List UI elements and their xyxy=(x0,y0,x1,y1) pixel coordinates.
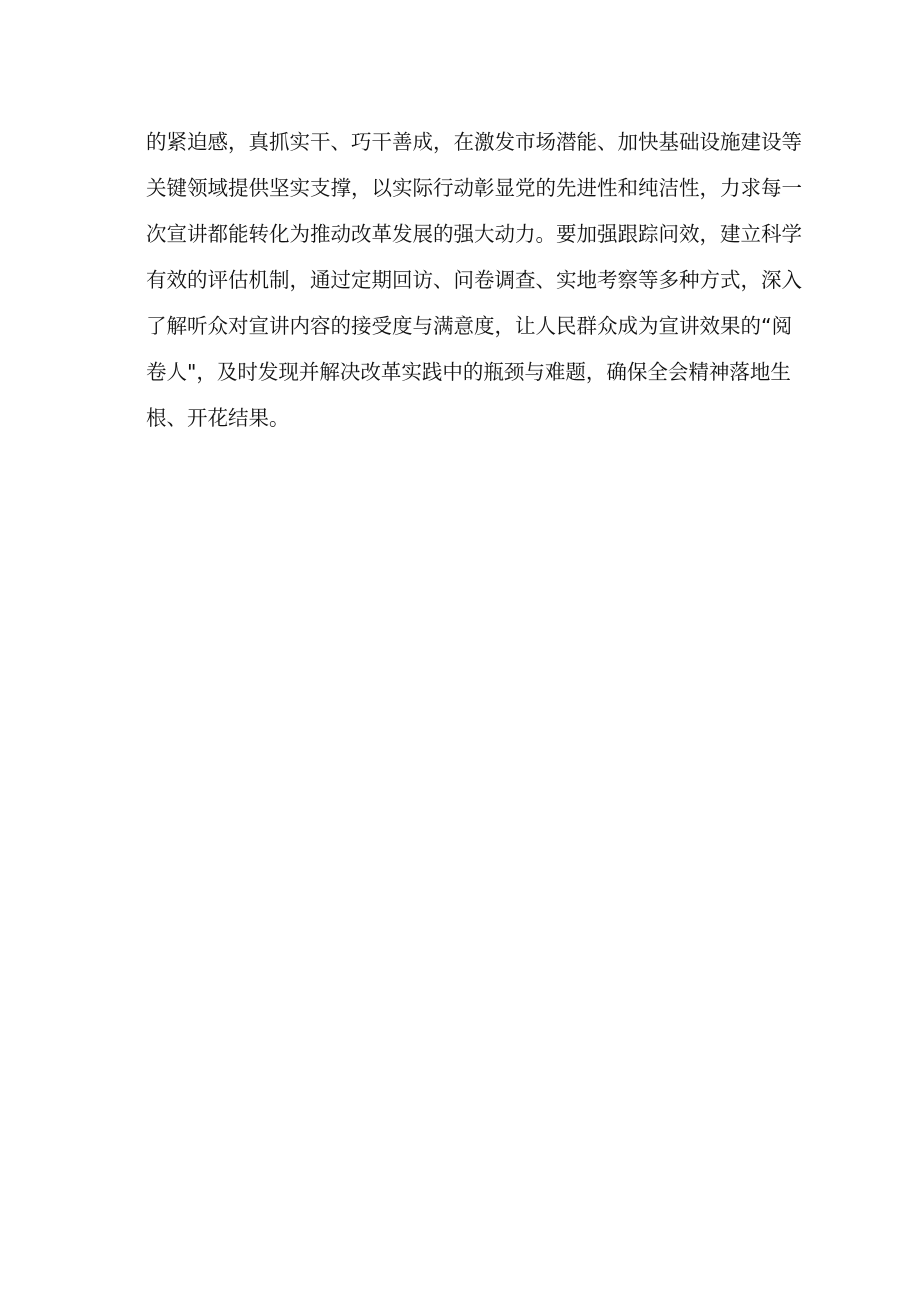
paragraph-line: 卷人"，及时发现并解决改革实践中的瓶颈与难题，确保全会精神落地生 xyxy=(146,360,791,384)
paragraph-line: 有效的评估机制，通过定期回访、问卷调查、实地考察等多种方式，深入 xyxy=(146,268,802,292)
paragraph-line: 根、开花结果。 xyxy=(146,406,290,430)
paragraph-line: 次宣讲都能转化为推动改革发展的强大动力。要加强跟踪问效，建立科学 xyxy=(146,222,802,246)
paragraph-line: 关键领域提供坚实支撑，以实际行动彰显党的先进性和纯洁性，力求每一 xyxy=(146,176,802,200)
paragraph-line: 了解听众对宣讲内容的接受度与满意度，让人民群众成为宣讲效果的“阅 xyxy=(146,314,793,338)
paragraph-line: 的紧迫感，真抓实干、巧干善成，在激发市场潜能、加快基础设施建设等 xyxy=(146,130,802,154)
body-paragraph xyxy=(146,122,806,444)
